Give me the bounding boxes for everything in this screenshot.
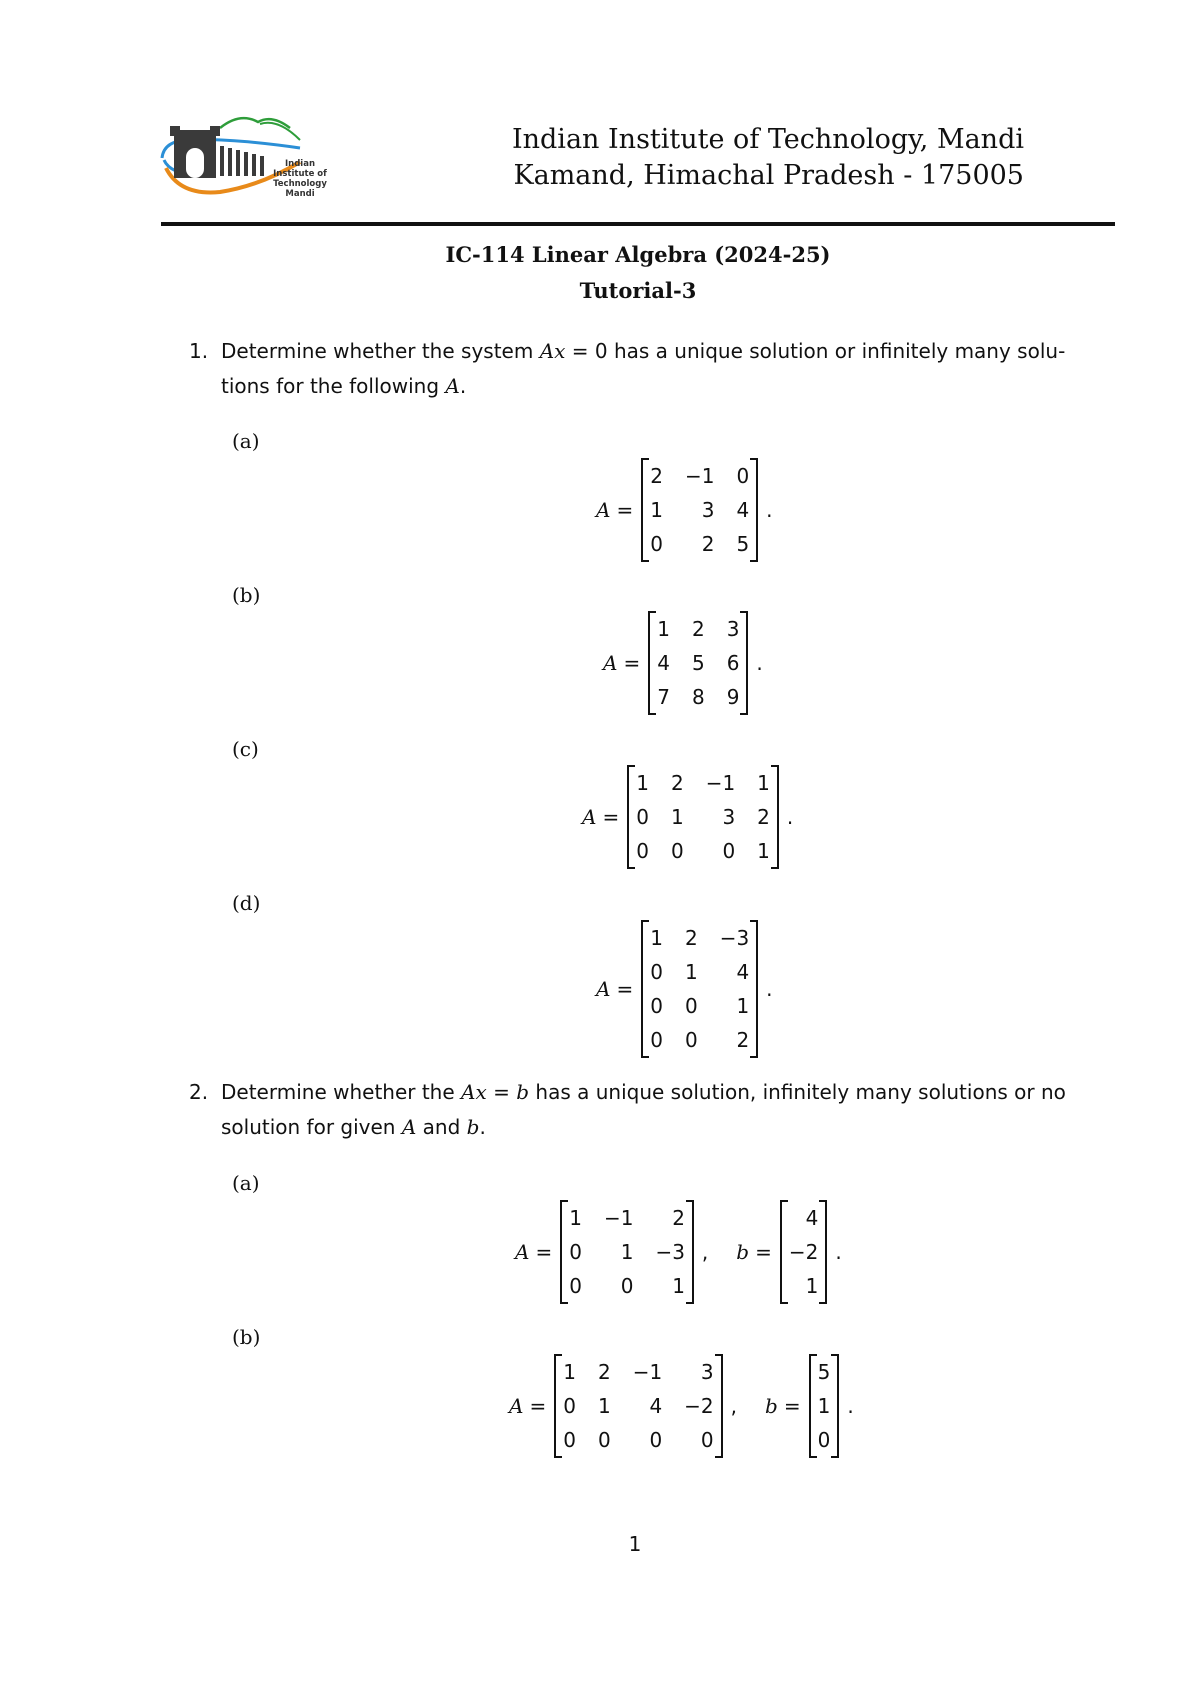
matrix-cell: 0: [684, 1028, 698, 1052]
matrix-cell: 4: [649, 1394, 663, 1418]
matrix-cell: 6: [726, 651, 740, 675]
matrix-cell: 1: [817, 1394, 831, 1418]
matrix-cell: 0: [636, 805, 649, 829]
question-number: 1.: [189, 339, 209, 363]
equals-sign: =: [602, 805, 620, 829]
matrix-cell: 4: [805, 1206, 819, 1230]
matrix-cell: 1: [597, 1394, 611, 1418]
vector: [809, 1354, 840, 1458]
matrix-equation: [603, 611, 763, 715]
matrix-cell: 9: [726, 685, 740, 709]
logo-text-line: Indian: [285, 159, 315, 169]
matrix-cell: 3: [700, 1360, 714, 1384]
part-label: (d): [232, 891, 261, 915]
matrix-cell: 4: [736, 498, 750, 522]
matrix-cell: 0: [597, 1428, 611, 1452]
matrix-cell: 1: [736, 994, 750, 1018]
logo-text-line: Institute of: [273, 169, 327, 179]
matrix-cell: −1: [705, 771, 736, 795]
logo-text-line: Mandi: [285, 189, 315, 199]
matrix-label: A: [515, 1240, 530, 1264]
part-label: (b): [232, 583, 261, 607]
page-number: 1: [628, 1532, 642, 1556]
question-text: Determine whether the system Ax = 0 has a unique solution or infinitely many solu-: [221, 339, 1066, 363]
matrix-cell: 0: [736, 464, 750, 488]
vector-label: b: [765, 1394, 778, 1418]
matrix-cell: −2: [788, 1240, 819, 1264]
matrix-label: A: [582, 805, 597, 829]
matrix-cell: 8: [691, 685, 705, 709]
matrix-cell: 0: [722, 839, 736, 863]
punctuation: .: [786, 805, 794, 829]
matrix-cell: 5: [691, 651, 705, 675]
question-text: solution for given A and b.: [221, 1115, 486, 1139]
matrix-cell: 0: [563, 1428, 576, 1452]
matrix-equation: [582, 765, 793, 869]
punctuation: .: [766, 977, 773, 1001]
matrix-cell: 0: [620, 1274, 634, 1298]
vector-label: b: [736, 1240, 750, 1264]
part-label: (a): [232, 429, 260, 453]
matrix-cell: −1: [632, 1360, 663, 1384]
matrix-cell: 3: [701, 498, 715, 522]
equals-sign: =: [783, 1394, 801, 1418]
matrix: [627, 765, 779, 869]
matrix-cell: 1: [563, 1360, 576, 1384]
course-title: IC-114 Linear Algebra (2024-25): [445, 242, 831, 267]
matrix-cell: 4: [657, 651, 670, 675]
matrix-cell: 1: [805, 1274, 819, 1298]
part-label: (b): [232, 1325, 261, 1349]
matrix-cell: 0: [670, 839, 684, 863]
matrix-cell: 7: [657, 685, 670, 709]
matrix-cell: −2: [684, 1394, 714, 1418]
part-label: (c): [232, 737, 259, 761]
equals-sign: =: [755, 1240, 772, 1264]
logo-text-line: Technology: [273, 179, 327, 189]
matrix-cell: −3: [655, 1240, 685, 1264]
matrix: [641, 458, 758, 562]
equals-sign: =: [616, 977, 634, 1001]
matrix-cell: 1: [569, 1206, 582, 1230]
matrix-cell: 3: [722, 805, 736, 829]
matrix-cell: 0: [700, 1428, 714, 1452]
matrix-cell: 0: [650, 1028, 663, 1052]
matrix: [554, 1354, 722, 1458]
tutorial-title: Tutorial-3: [579, 278, 697, 303]
matrix-cell: 0: [569, 1240, 582, 1264]
question-number: 2.: [189, 1080, 209, 1104]
matrix-cell: −1: [603, 1206, 634, 1230]
institute-address: Kamand, Himachal Pradesh - 175005: [513, 160, 1024, 191]
matrix-label: A: [596, 977, 611, 1001]
matrix-cell: −1: [684, 464, 715, 488]
matrix-cell: 0: [650, 532, 663, 556]
matrix-cell: 2: [757, 805, 770, 829]
institute-name: Indian Institute of Technology, Mandi: [511, 124, 1024, 155]
punctuation: ,: [730, 1394, 738, 1418]
matrix-cell: 0: [650, 960, 663, 984]
matrix-cell: 3: [726, 617, 740, 641]
matrix-cell: 2: [701, 532, 715, 556]
equals-sign: =: [616, 498, 634, 522]
matrix-cell: 2: [650, 464, 663, 488]
matrix: [648, 611, 748, 715]
part-label: (a): [232, 1171, 260, 1195]
matrix-label: A: [603, 651, 618, 675]
punctuation: ,: [701, 1240, 709, 1264]
matrix-cell: 1: [636, 771, 649, 795]
equals-sign: =: [529, 1394, 547, 1418]
iit-mandi-logo: [160, 110, 330, 210]
matrix-cell: 5: [736, 532, 750, 556]
matrix-equation: [596, 920, 773, 1058]
matrix-cell: 2: [691, 617, 705, 641]
matrix: [641, 920, 758, 1058]
matrix-cell: −3: [719, 926, 750, 950]
matrix-cell: 2: [736, 1028, 750, 1052]
matrix: [560, 1200, 694, 1304]
matrix-cell: 5: [817, 1360, 831, 1384]
matrix-cell: 1: [684, 960, 698, 984]
matrix-cell: 0: [649, 1428, 663, 1452]
punctuation: .: [847, 1394, 854, 1418]
question-text: tions for the following A.: [221, 374, 467, 398]
matrix-cell: 0: [569, 1274, 582, 1298]
punctuation: .: [756, 651, 763, 675]
matrix-cell: 0: [684, 994, 698, 1018]
matrix-cell: 0: [636, 839, 649, 863]
equals-sign: =: [623, 651, 641, 675]
matrix-cell: 2: [597, 1360, 611, 1384]
matrix-cell: 4: [736, 960, 750, 984]
matrix-cell: 1: [620, 1240, 634, 1264]
matrix-cell: 1: [670, 805, 684, 829]
matrix-cell: 2: [684, 926, 698, 950]
matrix-cell: 1: [672, 1274, 685, 1298]
matrix-cell: 2: [672, 1206, 685, 1230]
system-equation: [509, 1354, 854, 1458]
question-text: Determine whether the Ax = b has a unique solution, infinitely many solutions or no: [221, 1080, 1066, 1104]
matrix-cell: 0: [817, 1428, 831, 1452]
matrix-cell: 2: [670, 771, 684, 795]
matrix-cell: 1: [650, 926, 663, 950]
matrix-label: A: [596, 498, 611, 522]
system-equation: [515, 1200, 842, 1304]
matrix-cell: 1: [657, 617, 670, 641]
matrix-cell: 0: [563, 1394, 576, 1418]
equals-sign: =: [535, 1240, 553, 1264]
punctuation: .: [835, 1240, 842, 1264]
matrix-cell: 0: [650, 994, 663, 1018]
header-divider: [161, 222, 1115, 226]
matrix-cell: 1: [650, 498, 663, 522]
vector: [780, 1200, 827, 1304]
matrix-equation: [596, 458, 773, 562]
punctuation: .: [766, 498, 773, 522]
matrix-cell: 1: [757, 771, 770, 795]
matrix-label: A: [509, 1394, 524, 1418]
matrix-cell: 1: [757, 839, 770, 863]
